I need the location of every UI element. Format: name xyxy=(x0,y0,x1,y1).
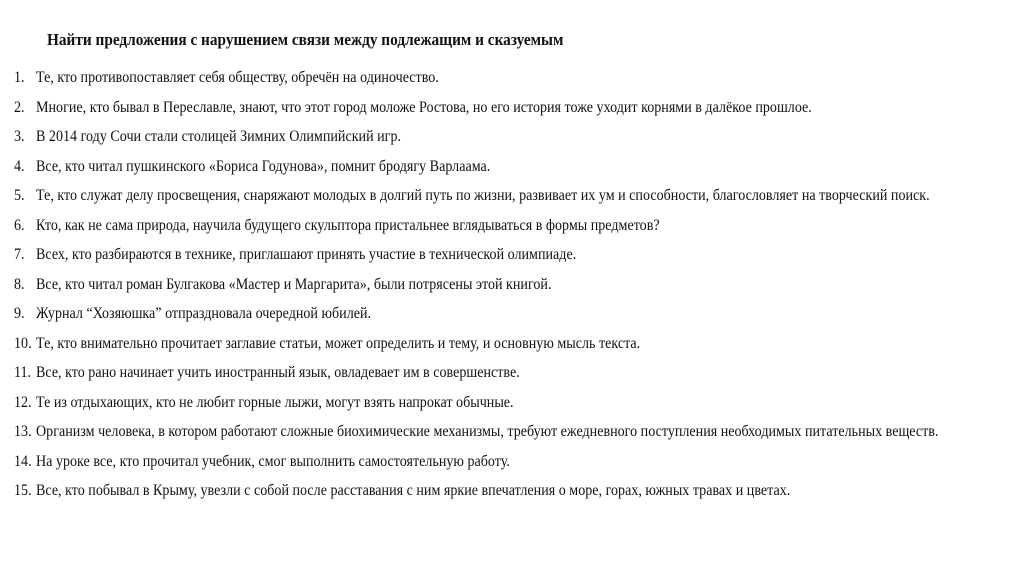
item-number: 1. xyxy=(14,69,25,86)
list-item xyxy=(14,217,1000,235)
item-text: Всех, кто разбираются в технике, приглашают принять участие в технической олимпиаде. xyxy=(36,246,577,263)
item-text: В 2014 году Сочи стали столицей Зимних Олимпийский игр. xyxy=(36,128,402,145)
list-item xyxy=(14,305,1000,323)
item-number: 2. xyxy=(14,98,25,116)
item-number: 9. xyxy=(14,305,25,322)
item-text: Все, кто читал роман Булгакова «Мастер и Маргарита», были потрясены этой книгой. xyxy=(36,275,552,293)
item-text: Те, кто противопоставляет себя обществу, обречён на одиночество. xyxy=(36,69,439,86)
list-item xyxy=(14,423,1000,441)
item-text: Те, кто внимательно прочитает заглавие статьи, может определить и тему, и основную мысль текста. xyxy=(36,334,641,352)
item-number: 11. xyxy=(14,364,32,381)
list-item xyxy=(14,276,1000,294)
list-item xyxy=(14,394,1000,412)
list-item xyxy=(14,158,1000,176)
item-text: Все, кто побывал в Крыму, увезли с собой после расставания с ним яркие впечатления о море, горах, южных травах и цветах. xyxy=(36,482,791,499)
list-item xyxy=(14,187,1000,205)
item-text: Те из отдыхающих, кто не любит горные лыжи, могут взять напрокат обычные. xyxy=(36,393,514,411)
item-number: 6. xyxy=(14,216,25,234)
list-item xyxy=(14,69,1000,87)
list-item xyxy=(14,482,1000,500)
list-item xyxy=(14,453,1000,471)
item-number: 15. xyxy=(14,482,32,499)
list-item xyxy=(14,246,1000,264)
item-text: Все, кто читал пушкинского «Бориса Годунова», помнит бродягу Варлаама. xyxy=(36,157,491,175)
list-item xyxy=(14,364,1000,382)
item-text: На уроке все, кто прочитал учебник, смог выполнить самостоятельную работу. xyxy=(36,452,510,470)
list-item xyxy=(14,335,1000,353)
item-number: 13. xyxy=(14,423,32,440)
item-number: 7. xyxy=(14,246,25,263)
item-text: Кто, как не сама природа, научила будущего скульптора пристальнее вглядываться в формы предметов? xyxy=(36,216,660,234)
sentence-list xyxy=(14,69,1000,512)
item-text: Многие, кто бывал в Переславле, знают, что этот город моложе Ростова, но его история тоже уходит корнями в далёкое прошлое. xyxy=(36,98,812,116)
item-number: 4. xyxy=(14,157,25,175)
item-text: Журнал “Хозяюшка” отпраздновала очередной юбилей. xyxy=(36,305,372,322)
item-text: Организм человека, в котором работают сложные биохимические механизмы, требуют ежедневного поступления необходимых питательных веществ. xyxy=(36,423,939,440)
list-item xyxy=(14,128,1000,146)
item-number: 8. xyxy=(14,275,25,293)
item-number: 14. xyxy=(14,452,32,470)
item-number: 10. xyxy=(14,334,32,352)
item-text: Те, кто служат делу просвещения, снаряжают молодых в долгий путь по жизни, развивает их ум и способности, благословляет на творческий поиск. xyxy=(36,187,930,204)
list-item xyxy=(14,99,1000,117)
item-text: Все, кто рано начинает учить иностранный язык, овладевает им в совершенстве. xyxy=(36,364,520,381)
item-number: 12. xyxy=(14,393,32,411)
item-number: 3. xyxy=(14,128,25,145)
slide-title: Найти предложения с нарушением связи между подлежащим и сказуемым xyxy=(47,30,564,49)
item-number: 5. xyxy=(14,187,25,204)
